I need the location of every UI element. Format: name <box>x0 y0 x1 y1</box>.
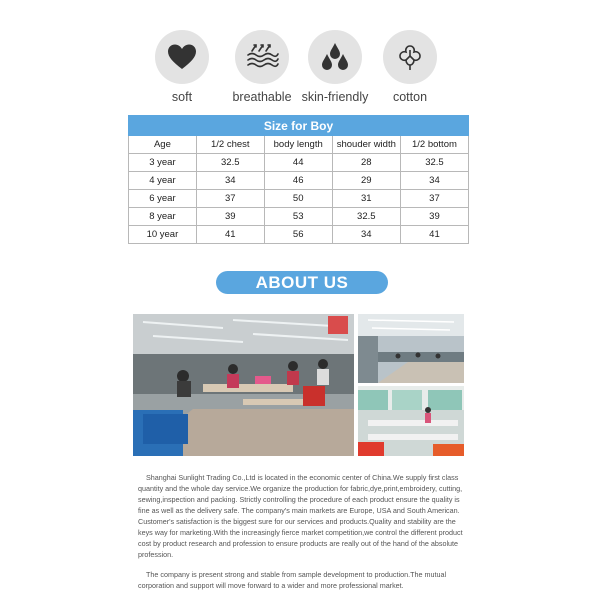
table-cell: 41 <box>196 226 264 244</box>
table-row <box>129 154 469 172</box>
table-cell: 4 year <box>129 172 197 190</box>
column-header: Age <box>129 136 197 154</box>
column-header: shouder width <box>332 136 400 154</box>
company-closing-paragraph: The company is present strong and stable from sample development to production.The mutual corporation and support will move forward to a wider and more professional market. <box>138 570 447 590</box>
factory-workshop-photo <box>133 314 354 456</box>
sewing-hall-photo <box>358 314 464 383</box>
table-cell: 39 <box>400 208 468 226</box>
cotton-flower-icon <box>383 30 437 84</box>
column-header: 1/2 bottom <box>400 136 468 154</box>
heart-icon <box>155 30 209 84</box>
table-cell: 46 <box>264 172 332 190</box>
size-table <box>128 115 469 244</box>
feature-label: skin-friendly <box>301 90 369 104</box>
table-cell: 53 <box>264 208 332 226</box>
table-cell: 32.5 <box>196 154 264 172</box>
table-cell: 44 <box>264 154 332 172</box>
feature-cotton <box>355 30 465 104</box>
water-drops-icon <box>308 30 362 84</box>
table-cell: 50 <box>264 190 332 208</box>
table-row <box>129 208 469 226</box>
table-cell: 3 year <box>129 154 197 172</box>
table-header-row <box>129 136 469 154</box>
table-row <box>129 190 469 208</box>
table-cell: 28 <box>332 154 400 172</box>
table-cell: 39 <box>196 208 264 226</box>
table-cell: 6 year <box>129 190 197 208</box>
table-row <box>129 172 469 190</box>
table-cell: 10 year <box>129 226 197 244</box>
table-cell: 31 <box>332 190 400 208</box>
feature-label: breathable <box>232 90 292 104</box>
feature-label: cotton <box>392 90 428 104</box>
table-cell: 56 <box>264 226 332 244</box>
table-cell: 34 <box>196 172 264 190</box>
about-us-banner: ABOUT US <box>216 271 388 294</box>
table-cell: 34 <box>400 172 468 190</box>
column-header: 1/2 chest <box>196 136 264 154</box>
table-cell: 32.5 <box>400 154 468 172</box>
table-cell: 8 year <box>129 208 197 226</box>
column-header: body length <box>264 136 332 154</box>
table-row <box>129 226 469 244</box>
table-cell: 32.5 <box>332 208 400 226</box>
size-table-title: Size for Boy <box>129 116 469 136</box>
table-cell: 37 <box>196 190 264 208</box>
table-cell: 29 <box>332 172 400 190</box>
feature-label: soft <box>171 90 193 104</box>
inspection-room-photo <box>358 386 464 456</box>
table-cell: 34 <box>332 226 400 244</box>
company-description-paragraph: Shanghai Sunlight Trading Co.,Ltd is located in the economic center of China.We supply first class quantity and the whole day service.We organize the production for fabric,dye,print,embroidery, cutting, sewing,inspection and packing. Strictly controlling the procedure of each product ensure the quality is fine as well as the delivery safe. The company's main markets are Europe, USA and South American. Customer's satisfaction is the biggest sure for our services and products.Quality and stability are the keys way for marketing.With the increasingly fierce market competition,we control the different product cost by product research and profession to ensure products are really out of the hand of the absolute profession. <box>138 473 463 559</box>
table-cell: 37 <box>400 190 468 208</box>
table-cell: 41 <box>400 226 468 244</box>
